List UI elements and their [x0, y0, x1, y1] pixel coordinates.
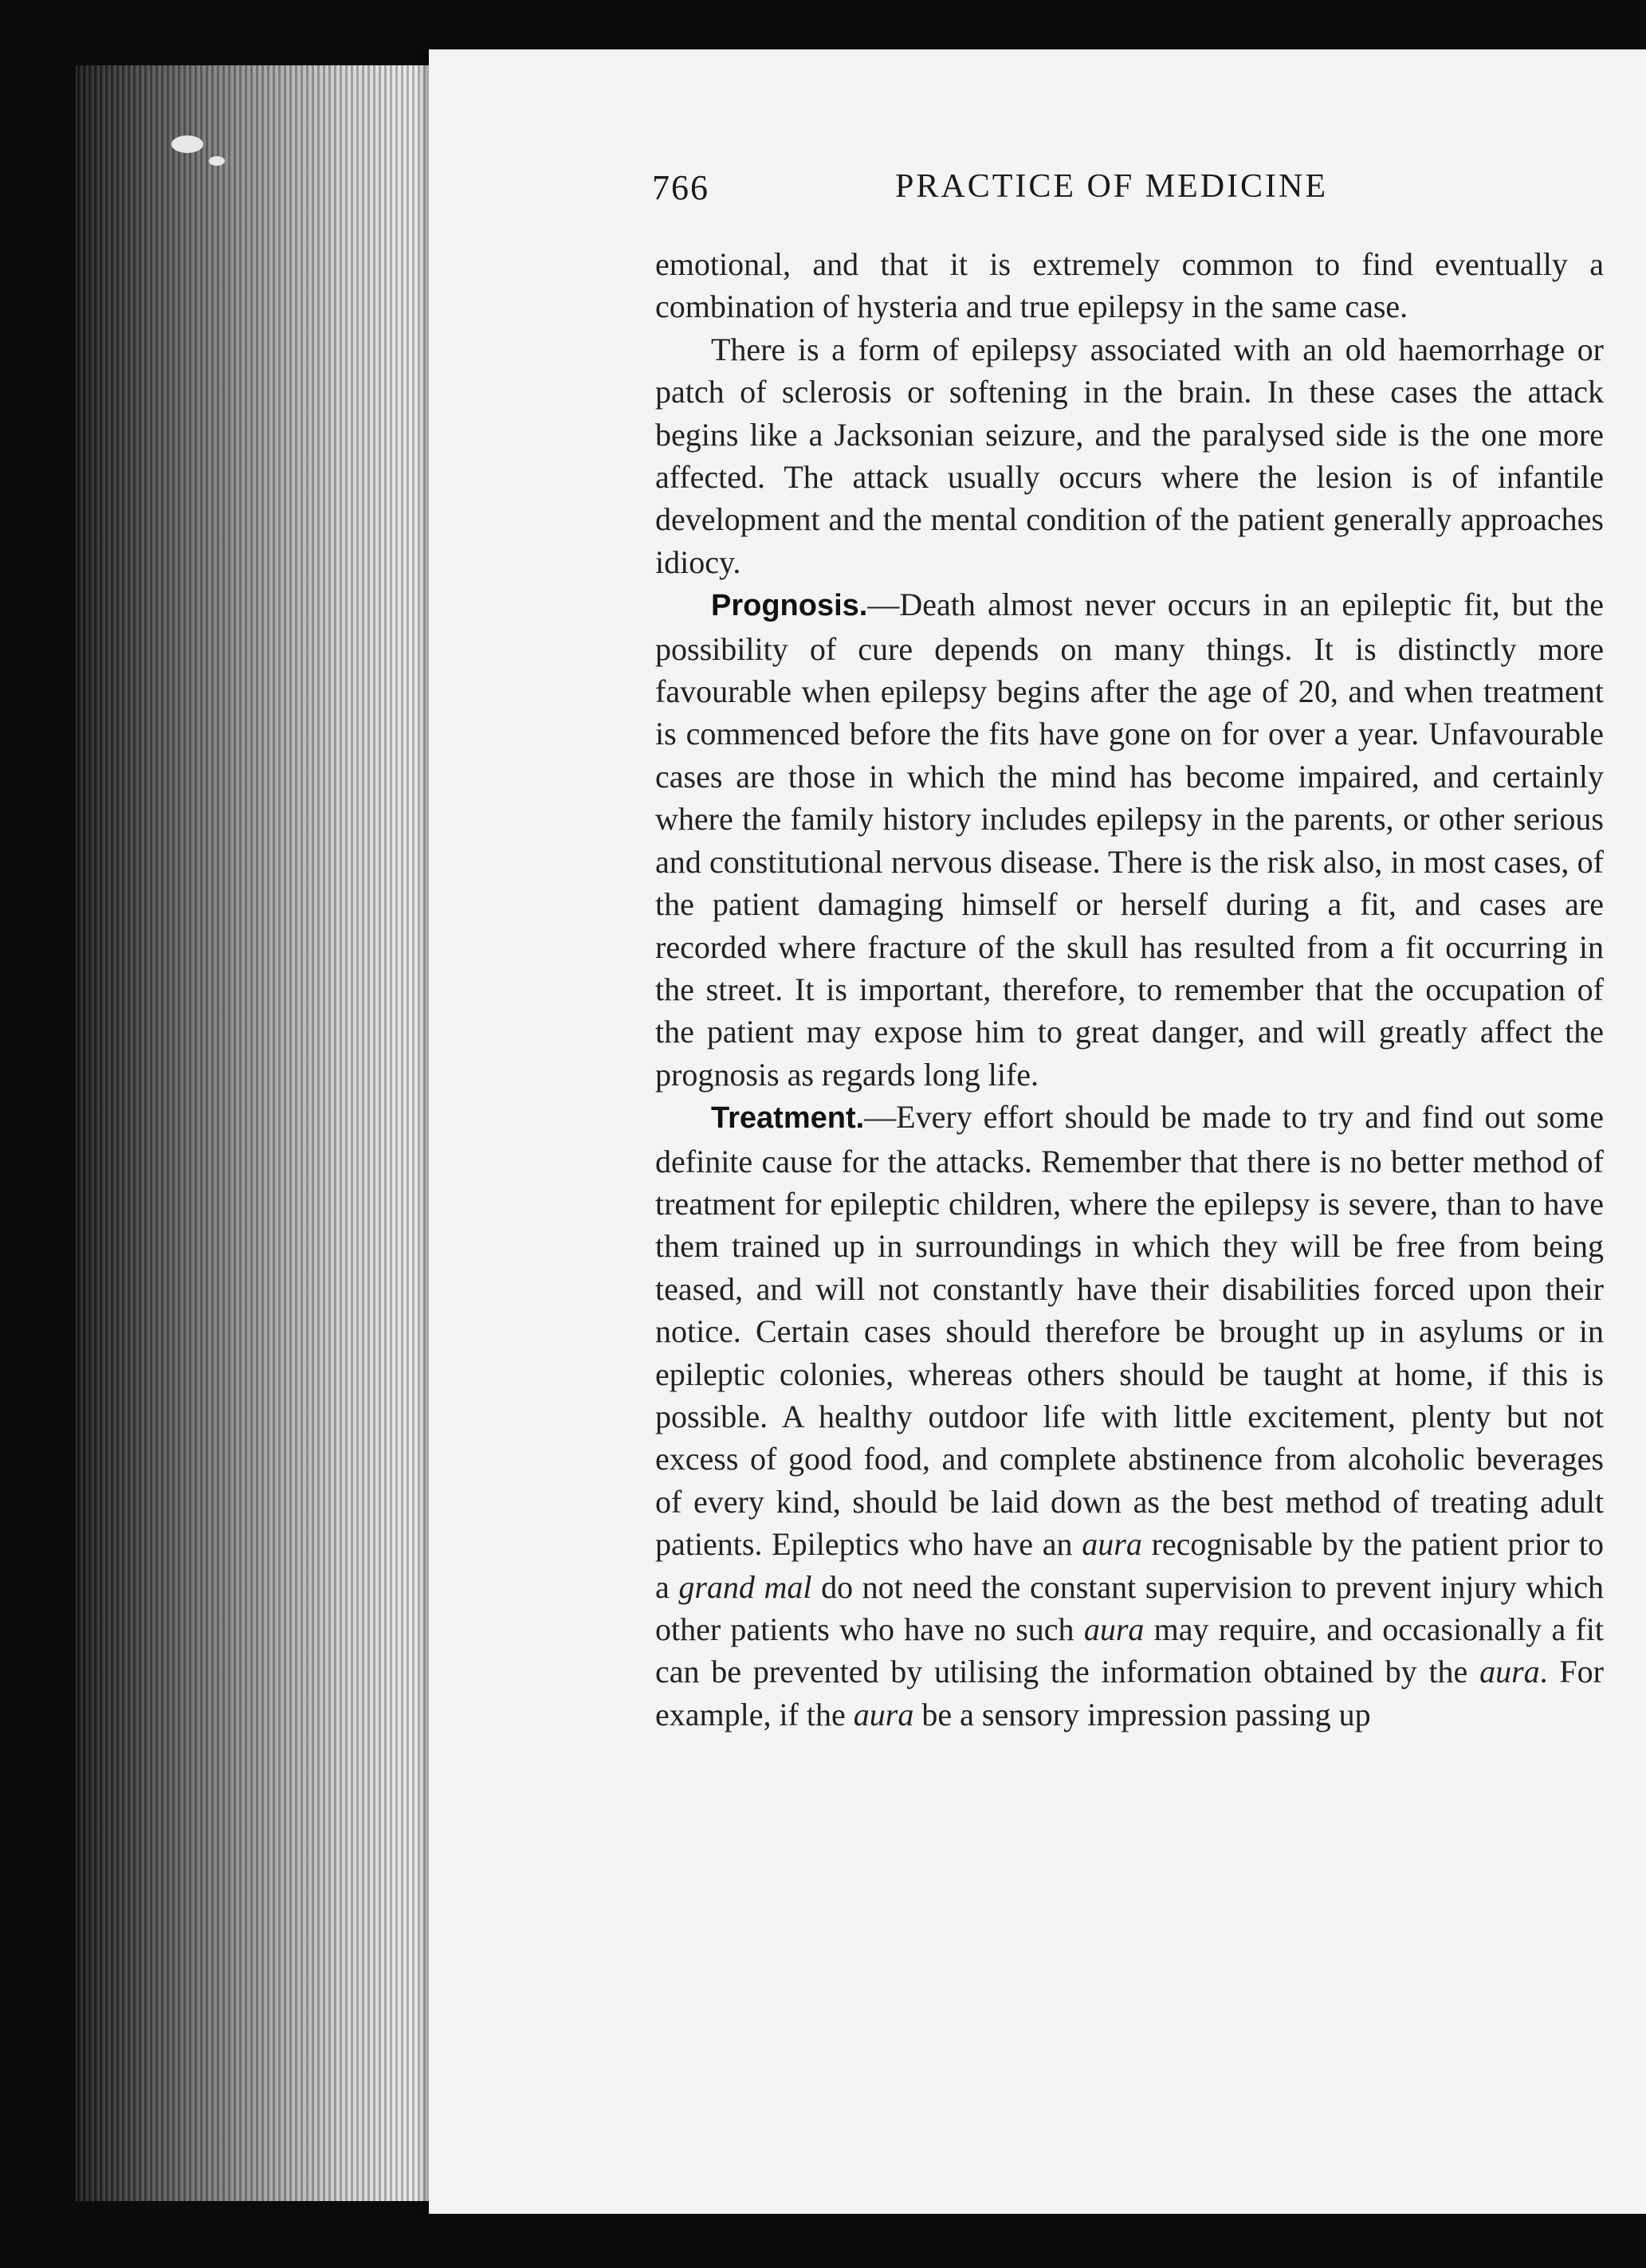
italic-term-grand-mal: grand mal [678, 1568, 812, 1605]
page-number: 766 [652, 168, 709, 207]
paragraph-text: There is a form of epilepsy associated with an old haemorrhage or patch of sclerosis or softening in the brain. In these cases the attack begins like a Jacksonian seizure, and the paralysed side is the one more affected. The attack usually occurs where the lesion is of infantile development and the mental condition of the patient generally approaches idiocy. [655, 331, 1604, 580]
section-heading-treatment: Treatment. [711, 1101, 865, 1136]
page-body [655, 243, 1604, 1736]
section-heading-prognosis: Prognosis. [711, 589, 868, 623]
italic-term-aura: aura [1082, 1526, 1142, 1563]
paragraph-text: —Death almost never occurs in an epileptic fit, but the possibility of cure depends on many things. It is distinctly more favourable when epilepsy begins after the age of 20, and when treatment is commenced before the fits have gone on for over a year. Unfavourable cases are those in which the mind has become impaired, and certainly where the family history includes epilepsy in the parents, or other serious and constitutional nervous disease. There is the risk also, in most cases, of the patient damaging himself or herself during a fit, and cases are recorded where fracture of the skull has resulted from a fit occurring in the street. It is important, therefore, to remember that the occupation of the patient may expose him to great danger, and will greatly affect the prognosis as regards long life. [655, 587, 1604, 1093]
book-page-edges [76, 65, 434, 2201]
paragraph-text: do not need the constant supervision to prevent injury which other patients who have no such [655, 1568, 1604, 1647]
paragraph-text: . For example, if the [655, 1654, 1604, 1732]
italic-term-aura: aura [1083, 1611, 1145, 1647]
italic-term-aura: aura [853, 1696, 914, 1732]
paragraph-text: recognisable by the patient prior to a [655, 1526, 1604, 1605]
paragraph-text: may require, and occasionally a fit can be prevented by utilising the information obtained by the [655, 1611, 1604, 1690]
paragraph-continuation [655, 243, 1604, 328]
paragraph-text: emotional, and that it is extremely common to find eventually a combination of hysteria and true epilepsy in the same case. [655, 246, 1604, 325]
page-header [652, 167, 1624, 223]
running-head: PRACTICE OF MEDICINE [895, 168, 1329, 205]
italic-term-aura: aura [1479, 1654, 1540, 1690]
scan-dust-speck [209, 156, 225, 166]
paragraph-text: be a sensory impression passing up [913, 1696, 1371, 1732]
paragraph-prognosis [655, 583, 1604, 1096]
scan-dust-speck [171, 135, 203, 153]
paragraph-text: —Every effort should be made to try and find out some definite cause for the attacks. Remember that there is no better method of treatment for epileptic children, where the epilepsy is severe, than to have them trained up in surroundings in which they will be free from being teased, and will not constantly have their disabilities forced upon their notice. Certain cases should therefore be brought up in asylums or in epileptic colonies, whereas others should be taught at home, if this is possible. A healthy outdoor life with little excitement, plenty but not excess of good food, and complete abstinence from alcoholic beverages of every kind, should be laid down as the best method of treating adult patients. Epileptics who have an [655, 1099, 1604, 1563]
paragraph-haemorrhage [655, 328, 1604, 583]
paragraph-treatment [655, 1096, 1604, 1736]
